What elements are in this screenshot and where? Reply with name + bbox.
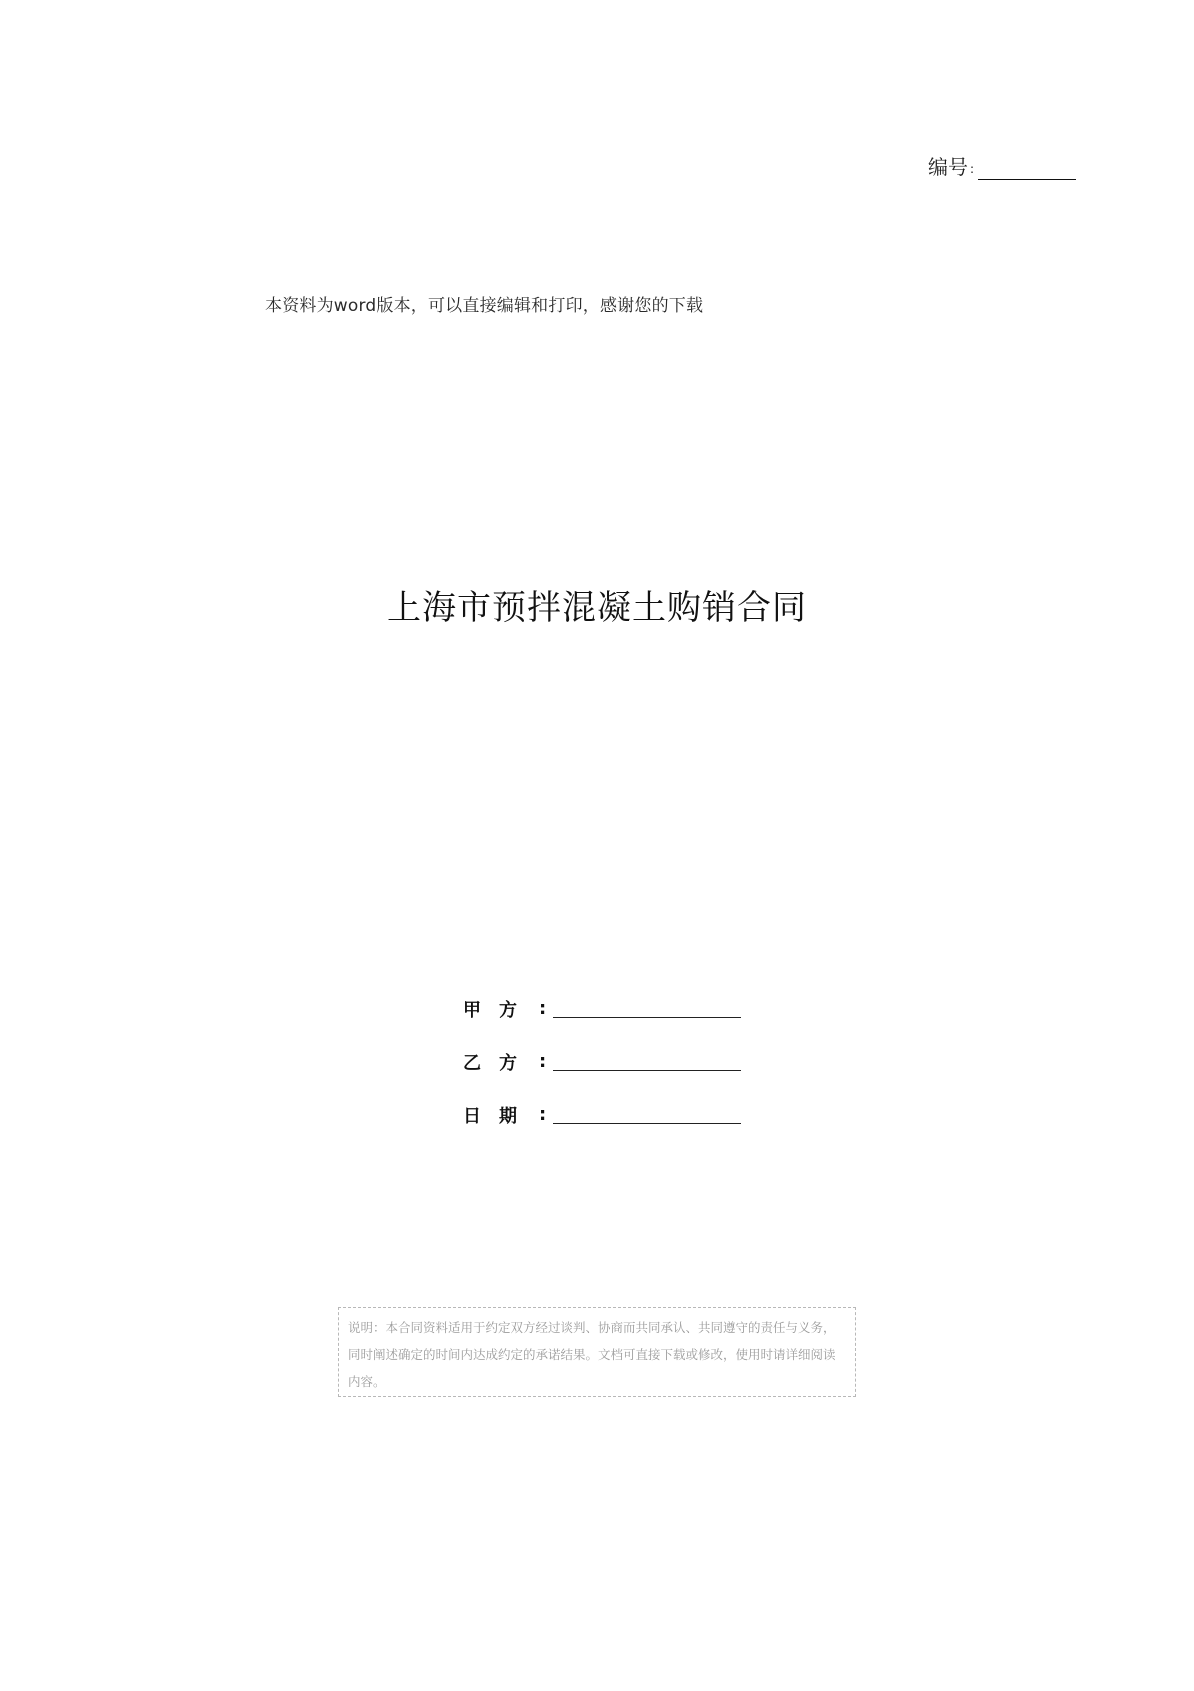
date-blank [553,1105,741,1124]
party-b-blank [553,1052,741,1071]
party-a-label: 甲 方 [463,999,517,1021]
party-b-row [463,1035,743,1088]
document-number-label: 编号 [928,155,968,179]
party-a-blank [553,999,741,1018]
date-colon: : [539,1104,547,1125]
date-row [463,1088,743,1141]
usage-note-box [338,1307,856,1397]
party-b-colon: : [539,1051,547,1072]
document-number-blank [978,157,1076,180]
contract-title: 上海市预拌混凝土购销合同 [387,588,807,628]
party-signature-block [463,982,743,1141]
document-number-colon: : [970,162,975,176]
usage-note-text: 说明：本合同资料适用于约定双方经过谈判、协商而共同承认、共同遵守的责任与义务，同时阐述确定的时间内达成约定的承诺结果。文档可直接下载或修改，使用时请详细阅读内容。 [348,1320,836,1389]
party-b-label: 乙 方 [463,1052,517,1074]
party-a-row [463,982,743,1035]
download-notice: 本资料为word版本，可以直接编辑和打印，感谢您的下载 [265,296,704,316]
date-label: 日 期 [463,1105,517,1127]
party-a-colon: : [539,998,547,1019]
document-number [928,152,1076,180]
